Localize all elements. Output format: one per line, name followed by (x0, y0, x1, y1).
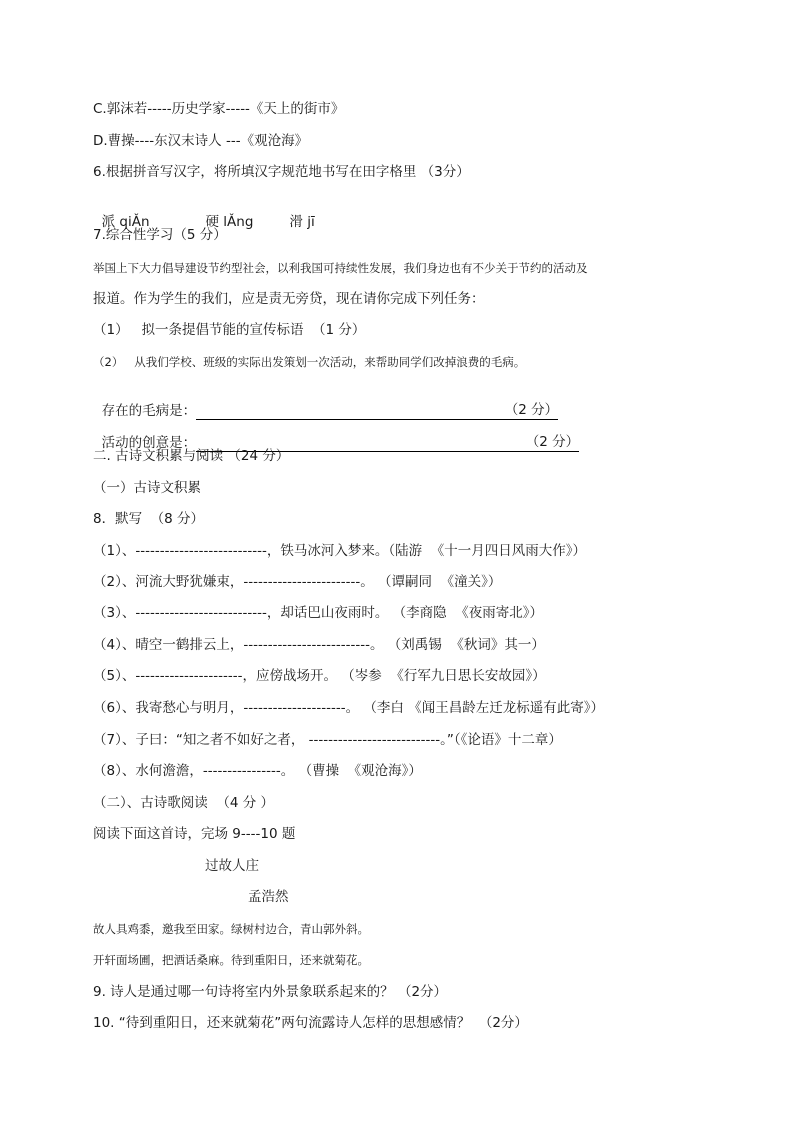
option-d: D.曹操----东汉末诗人 ---《观沧海》 (93, 133, 309, 149)
problem-label: 存在的毛病是： (101, 403, 197, 419)
creative-label: 活动的创意是： (101, 435, 197, 451)
q8-item-2: （2）、河流大野犹嫌束，------------------------。 （谭嗣同 《潼关》） (93, 574, 502, 590)
section-2-2-title: （二）、古诗歌阅读 （4 分 ） (93, 795, 275, 811)
section-2-title: 二. 古诗文积累与阅读 （24 分） (93, 448, 290, 464)
read-intro: 阅读下面这首诗，完场 9----10 题 (93, 826, 296, 842)
pinyin-item-2: 硬 lǍng (205, 214, 254, 230)
q8-item-3: （3）、---------------------------，却话巴山夜雨时。 （李商隐 《夜雨寄北》） (93, 605, 543, 621)
section-2-1-title: （一）古诗文积累 (93, 480, 201, 496)
poem-title: 过故人庄 (205, 858, 259, 874)
question-6: 6.根据拼音写汉字，将所填汉字规范地书写在田字格里 （3分） (93, 164, 470, 180)
q8-item-7: （7）、子曰：“知之者不如好之者， ---------------------------。”（《论语》十二章） (93, 732, 562, 748)
creative-score: （2 分） (525, 434, 580, 450)
question-9: 9. 诗人是通过哪一句诗将室内外景象联系起来的？ （2分） (93, 984, 448, 1000)
q8-item-1: （1）、---------------------------，铁马冰河入梦来。（陆游 《十一月四日风雨大作》） (93, 543, 586, 559)
pinyin-item-3: 滑 jī (289, 214, 315, 230)
poem-line-1: 故人具鸡黍，邀我至田家。绿树村边合，青山郭外斜。 (93, 922, 369, 936)
q8-item-6: （6）、我寄愁心与明月，---------------------。 （李白 《闻王昌龄左迁龙标遥有此寄》） (93, 700, 604, 716)
q8-item-8: （8）、水何澹澹，----------------。 （曹操 《观沧海》） (93, 763, 422, 779)
question-10: 10. “待到重阳日，还来就菊花”两句流露诗人怎样的思想感情？ （2分） (93, 1015, 528, 1031)
q7-task-1: （1） 拟一条提倡节能的宣传标语 （1 分） (93, 322, 366, 338)
q8-item-5: （5）、----------------------，应傍战场开。 （岑参 《行军九日思长安故园》） (93, 668, 546, 684)
q7-text-1: 举国上下大力倡导建设节约型社会，以利我国可持续性发展，我们身边也有不少关于节约的活动及 (93, 261, 588, 275)
poem-author: 孟浩然 (248, 889, 289, 905)
q7-task-2: （2） 从我们学校、班级的实际出发策划一次活动，来帮助同学们改掉浪费的毛病。 (93, 355, 526, 369)
q8-item-4: （4）、晴空一鹤排云上，--------------------------。 （刘禹锡 《秋词》其一） (93, 637, 545, 653)
q7-text-2: 报道。作为学生的我们，应是责无旁贷，现在请你完成下列任务： (93, 291, 485, 307)
problem-row (93, 384, 558, 420)
pinyin-item-1: 派 qiǍn (101, 214, 150, 230)
question-8: 8．默写 （8 分） (93, 511, 205, 527)
poem-line-2: 开轩面场圃，把酒话桑麻。待到重阳日，还来就菊花。 (93, 953, 369, 967)
problem-score: （2 分） (504, 402, 559, 418)
option-c: C.郭沫若-----历史学家-----《天上的街市》 (93, 101, 345, 117)
question-7: 7.综合性学习（5 分） (93, 227, 227, 243)
